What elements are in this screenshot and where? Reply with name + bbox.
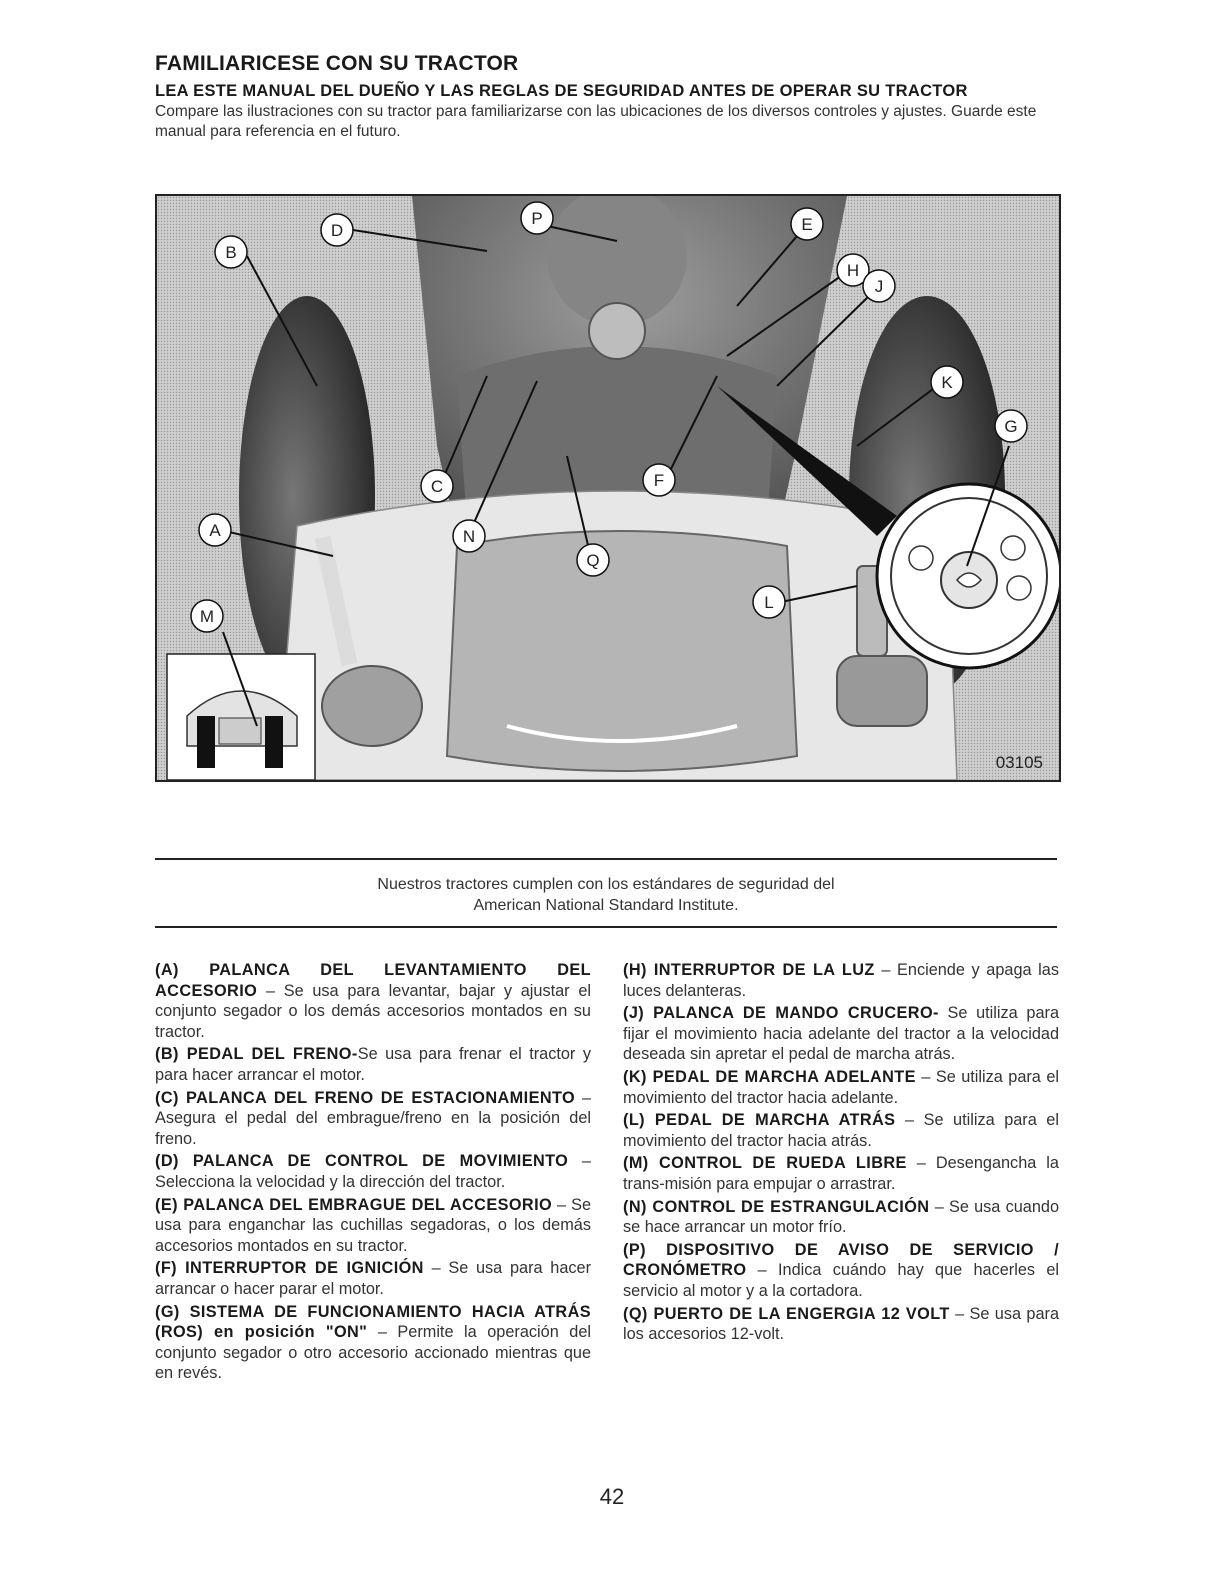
item-h-text: – Enciende y apaga las luces delanteras. <box>623 961 1059 1000</box>
item-e-heading: (E) PALANCA DEL EMBRAGUE DEL ACCESORIO <box>155 1195 553 1214</box>
item-m-text: – Desengancha la trans-misión para empujar o arrastrar. <box>623 1154 1059 1193</box>
callout-q <box>577 544 609 576</box>
callout-k <box>931 366 963 398</box>
item-a-heading: (A) PALANCA DEL LEVANTAMIENTO DEL ACCESORIO <box>155 961 591 1000</box>
callout-p <box>521 202 553 234</box>
page-subtitle: LEA ESTE MANUAL DEL DUEÑO Y LAS REGLAS DE SEGURIDAD ANTES DE OPERAR SU TRACTOR <box>155 82 968 100</box>
item-p-heading: (P) DISPOSITIVO DE AVISO DE SERVICIO / CRONÓMETRO <box>623 1240 1059 1280</box>
item-k-heading: (K) PEDAL DE MARCHA ADELANTE <box>623 1067 916 1086</box>
callout-j <box>863 270 895 302</box>
page-header <box>155 52 1065 142</box>
seat-base <box>447 531 797 771</box>
item-g <box>155 1302 591 1384</box>
figure-code: 03105 <box>995 753 1043 772</box>
item-j-heading: (J) PALANCA DE MANDO CRUCERO- <box>623 1004 939 1023</box>
callout-d <box>321 214 353 246</box>
callout-f-label: F <box>653 471 665 490</box>
callout-e-label: E <box>801 215 813 234</box>
item-e-text: – Se usa para enganchar las cuchillas segadoras, o los demás accesorios montados en su tractor. <box>155 1195 591 1255</box>
callout-k-label: K <box>941 373 953 392</box>
item-g-text: – Permite la operación del conjunto segador o otro accesorio accionado mientras que en revés. <box>155 1323 591 1383</box>
freewheel-left-wheel <box>197 716 215 768</box>
item-n-text: – Se usa cuando se hace arrancar un motor frío. <box>623 1197 1060 1237</box>
safety-standards-note <box>155 874 1057 916</box>
item-e <box>155 1195 591 1257</box>
item-d <box>155 1151 591 1192</box>
item-p <box>623 1240 1059 1302</box>
item-c-heading: (C) PALANCA DEL FRENO DE ESTACIONAMIENTO <box>155 1088 576 1107</box>
item-k-text: – Se utiliza para el movimiento del tractor hacia adelante. <box>623 1067 1059 1107</box>
item-b-heading: (B) PEDAL DEL FRENO- <box>155 1045 358 1064</box>
note-line-2: American National Standard Institute. <box>473 897 739 914</box>
start-position <box>1007 576 1031 600</box>
item-a <box>155 960 591 1042</box>
item-q <box>623 1304 1059 1345</box>
item-c <box>155 1088 591 1150</box>
item-f-heading: (F) INTERRUPTOR DE IGNICIÓN <box>155 1259 424 1278</box>
callout-c <box>421 470 453 502</box>
item-f-text: – Se usa para hacer arrancar o hacer parar el motor. <box>155 1259 591 1298</box>
callout-d-label: D <box>330 221 344 240</box>
controls-list-right <box>623 960 1059 1347</box>
item-d-heading: (D) PALANCA DE CONTROL DE MOVIMIENTO <box>155 1152 569 1171</box>
page-title: FAMILIARICESE CON SU TRACTOR <box>155 52 519 75</box>
item-q-heading: (Q) PUERTO DE LA ENGERGIA 12 VOLT <box>623 1304 950 1323</box>
intro-paragraph: Compare las ilustraciones con su tractor para familiarizarse con las ubicaciones de los diversos controles y ajustes. Guarde este manual para referencia en el futuro. <box>155 103 1037 140</box>
item-f <box>155 1258 591 1299</box>
pedal-right <box>837 656 927 726</box>
callout-e <box>791 208 823 240</box>
item-n-heading: (N) CONTROL DE ESTRANGULACIÓN <box>623 1197 930 1216</box>
callout-c-label: C <box>430 477 444 496</box>
freewheel-right-wheel <box>265 716 283 768</box>
stop-position <box>909 546 933 570</box>
item-g-heading: (G) SISTEMA DE FUNCIONAMIENTO HACIA ATRÁS (ROS) en posición "ON" <box>155 1302 591 1342</box>
item-k <box>623 1067 1059 1108</box>
callout-p-label: P <box>531 209 543 228</box>
callout-l <box>753 586 785 618</box>
callout-b-label: B <box>225 243 237 262</box>
drink-holder <box>322 666 422 746</box>
item-c-text: – Asegura el pedal del embrague/freno en la posición del freno. <box>155 1088 591 1148</box>
item-l <box>623 1110 1059 1151</box>
item-j <box>623 1003 1059 1065</box>
callout-f <box>643 464 675 496</box>
item-l-heading: (L) PEDAL DE MARCHA ATRÁS <box>623 1111 896 1130</box>
callout-q-label: Q <box>586 551 600 570</box>
item-h <box>623 960 1059 1001</box>
item-m <box>623 1153 1059 1194</box>
item-p-text: – Indica cuándo hay que hacerles el servicio al motor y a la cortadora. <box>623 1261 1059 1300</box>
callout-a-label: A <box>209 521 221 540</box>
tractor-controls-illustration <box>155 194 1061 782</box>
fuel-cap <box>589 303 645 359</box>
callout-n-label: N <box>462 527 476 546</box>
callout-m <box>191 600 223 632</box>
item-n <box>623 1197 1059 1238</box>
callout-m-label: M <box>199 607 215 626</box>
callout-g <box>995 410 1027 442</box>
callout-h-label: H <box>846 261 860 280</box>
item-b-text: Se usa para frenar el tractor y para hacer arrancar el motor. <box>155 1045 591 1084</box>
callout-b <box>215 236 247 268</box>
page-number: 42 <box>599 1484 625 1509</box>
controls-list-left <box>155 960 591 1386</box>
note-line-1: Nuestros tractores cumplen con los estándares de seguridad del <box>377 876 835 893</box>
callout-l-label: L <box>764 593 774 612</box>
item-h-heading: (H) INTERRUPTOR DE LA LUZ <box>623 961 875 979</box>
item-d-text: – Selecciona la velocidad y la dirección del tractor. <box>155 1152 591 1191</box>
item-q-text: – Se usa para los accesorios 12-volt. <box>623 1304 1060 1344</box>
callout-a <box>199 514 231 546</box>
item-m-heading: (M) CONTROL DE RUEDA LIBRE <box>623 1154 907 1173</box>
callout-j-label: J <box>874 277 884 296</box>
callout-g-label: G <box>1004 417 1018 436</box>
item-b <box>155 1044 591 1085</box>
item-j-text: Se utiliza para fijar el movimiento hacia adelante del tractor a la velocidad deseada sin apretar el pedal de marcha atrás. <box>623 1004 1059 1064</box>
item-a-text: – Se usa para levantar, bajar y ajustar el conjunto segador o los demás accesorios montados en su tractor. <box>155 981 591 1041</box>
item-l-text: – Se utiliza para el movimiento del tractor hacia atrás. <box>623 1111 1059 1150</box>
note-bottom-rule <box>155 926 1057 928</box>
note-top-rule <box>155 858 1057 860</box>
run-position <box>1001 536 1025 560</box>
callout-n <box>453 520 485 552</box>
